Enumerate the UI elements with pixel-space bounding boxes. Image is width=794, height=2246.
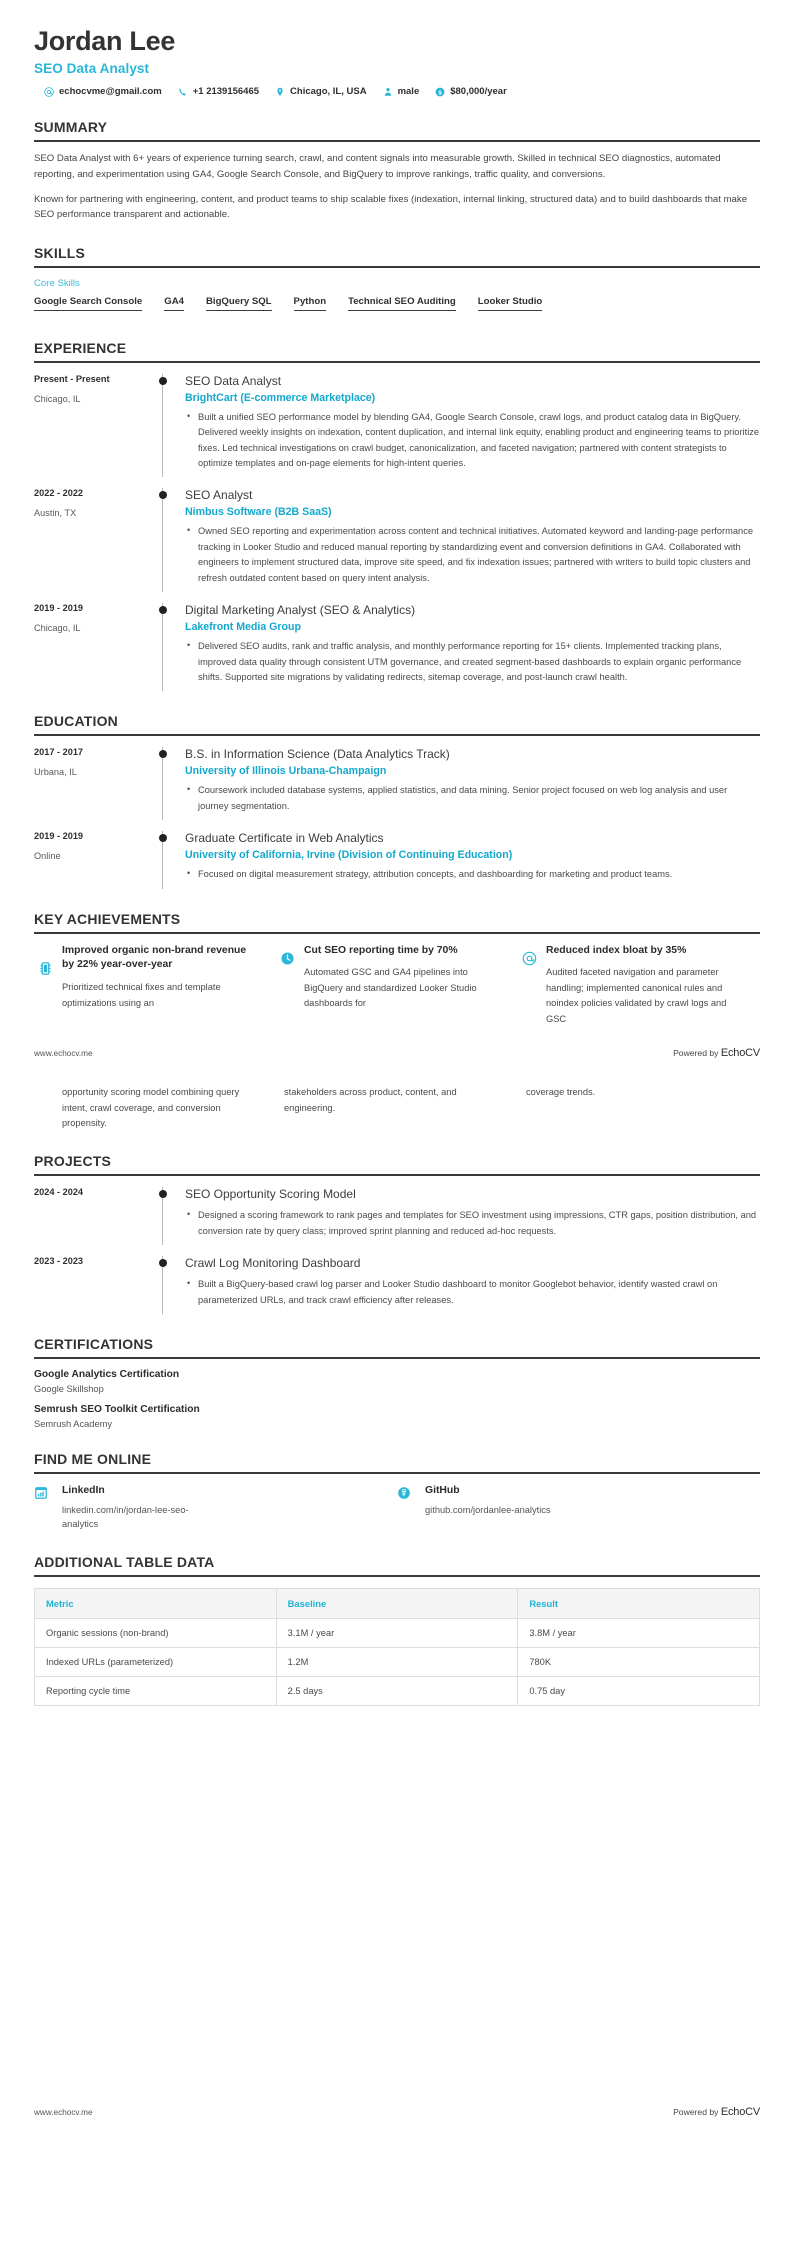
link-label: GitHub bbox=[425, 1485, 460, 1497]
footer-url: www.echocv.me bbox=[34, 2107, 93, 2117]
bullet-item: • Owned SEO reporting and experimentation across content and technical initiatives. Automated keyword and landing-page performance tracking in Looker Studio and reduced manual reporting by standardizing event and conversion definitions in GA4. Collaborated with engineers to implement structured data, improve site speed, and fix indexation issues; partnered with writers to build topic clusters and refresh outdated content based on query intent analysis. bbox=[198, 524, 760, 586]
timeline-dot-icon bbox=[159, 834, 167, 842]
entry-organization: Nimbus Software (B2B SaaS) bbox=[185, 506, 332, 519]
achievement-title: Reduced index bloat by 35% bbox=[546, 944, 687, 956]
contact-gender bbox=[383, 86, 420, 97]
achievement-body bbox=[546, 944, 742, 1027]
entry-body bbox=[162, 747, 760, 820]
github-icon bbox=[397, 1485, 417, 1532]
entry-location: Chicago, IL bbox=[34, 623, 81, 634]
entry-meta bbox=[34, 374, 162, 478]
entry-location: Chicago, IL bbox=[34, 393, 81, 404]
chip-icon bbox=[34, 958, 56, 980]
achievement-title: Improved organic non-brand revenue by 22% year-over-year bbox=[62, 944, 247, 971]
entry-bullets bbox=[185, 639, 760, 685]
job-title: SEO Data Analyst bbox=[34, 61, 150, 77]
email-icon bbox=[44, 87, 54, 97]
entry-bullets bbox=[185, 783, 760, 814]
bottom-page-footer bbox=[0, 2106, 794, 2118]
entry-meta bbox=[34, 747, 162, 820]
footer-powered-label: Powered by bbox=[673, 1048, 719, 1059]
education-entry bbox=[34, 820, 760, 888]
section-skills bbox=[34, 245, 760, 318]
entry-degree: B.S. in Information Science (Data Analytics Track) bbox=[185, 747, 450, 762]
project-entry bbox=[34, 1176, 760, 1245]
table-cell: Organic sessions (non-brand) bbox=[35, 1618, 277, 1647]
section-divider bbox=[34, 1472, 760, 1474]
skill-chip: BigQuery SQL bbox=[206, 296, 272, 311]
timeline-dot-icon bbox=[159, 606, 167, 614]
achievement-item bbox=[276, 944, 518, 1027]
achievement-text: Automated GSC and GA4 pipelines into BigQuery and standardized Looker Studio dashboards for bbox=[304, 967, 477, 1009]
section-key-achievements bbox=[34, 911, 760, 1027]
section-divider bbox=[34, 1575, 760, 1577]
link-item-linkedin[interactable] bbox=[34, 1485, 397, 1532]
page-trailing-space bbox=[34, 1706, 760, 2136]
bullet-item: • Coursework included database systems, applied statistics, and data mining. Senior project focused on web log analysis and user journey segmentation. bbox=[198, 783, 760, 814]
entry-bullets bbox=[185, 1208, 760, 1239]
section-certifications bbox=[34, 1336, 760, 1429]
section-title-skills: SKILLS bbox=[34, 244, 85, 261]
section-additional-table-data bbox=[34, 1554, 760, 1706]
certification-issuer: Google Skillshop bbox=[34, 1384, 104, 1395]
section-find-me-online bbox=[34, 1451, 760, 1532]
table-row bbox=[35, 1676, 760, 1705]
achievement-text-continued: stakeholders across product, content, and engineering. bbox=[284, 1087, 457, 1113]
contact-salary bbox=[435, 86, 507, 97]
contact-email[interactable] bbox=[44, 86, 162, 97]
entry-bullets bbox=[185, 867, 760, 882]
section-divider bbox=[34, 140, 760, 142]
entry-location: Urbana, IL bbox=[34, 767, 77, 778]
section-summary bbox=[34, 119, 760, 223]
entry-date: Present - Present bbox=[34, 373, 110, 384]
timeline-dot-icon bbox=[159, 1190, 167, 1198]
entry-organization: Lakefront Media Group bbox=[185, 621, 301, 634]
entry-date: 2017 - 2017 bbox=[34, 747, 84, 758]
entry-meta bbox=[34, 831, 162, 888]
table-column-header: Result bbox=[518, 1588, 760, 1618]
section-title-additional-table-data: ADDITIONAL TABLE DATA bbox=[34, 1553, 215, 1570]
entry-body bbox=[162, 831, 760, 888]
entry-body bbox=[162, 374, 760, 478]
section-title-key-achievements: KEY ACHIEVEMENTS bbox=[34, 910, 181, 927]
experience-entry bbox=[34, 477, 760, 592]
entry-bullets bbox=[185, 410, 760, 472]
achievement-text: Audited faceted navigation and parameter handling; implemented canonical rules and noindex policies validated by crawl logs and GSC bbox=[546, 967, 727, 1024]
clock-icon bbox=[276, 948, 298, 970]
certification-issuer: Semrush Academy bbox=[34, 1419, 113, 1430]
table-header-row bbox=[35, 1588, 760, 1618]
section-divider bbox=[34, 1357, 760, 1359]
entry-meta bbox=[34, 488, 162, 592]
table-cell: Indexed URLs (parameterized) bbox=[35, 1647, 277, 1676]
entry-meta bbox=[34, 1256, 162, 1314]
timeline-dot-icon bbox=[159, 377, 167, 385]
salary-icon bbox=[435, 87, 445, 97]
bullet-item: • Focused on digital measurement strategy, attribution concepts, and dashboarding for marketing and product teams. bbox=[198, 867, 760, 882]
achievement-text-continued: coverage trends. bbox=[526, 1087, 596, 1098]
page-title: Jordan Lee bbox=[34, 26, 176, 56]
achievement-continuation-column bbox=[34, 1085, 276, 1131]
link-item-github[interactable] bbox=[397, 1485, 760, 1532]
section-experience bbox=[34, 340, 760, 692]
achievement-continuation-column bbox=[518, 1085, 760, 1131]
entry-role: SEO Analyst bbox=[185, 488, 253, 503]
linkedin-icon bbox=[34, 1485, 54, 1532]
entry-date: 2024 - 2024 bbox=[34, 1187, 84, 1198]
entry-date: 2019 - 2019 bbox=[34, 831, 84, 842]
table-cell: Reporting cycle time bbox=[35, 1676, 277, 1705]
bullet-item: • Designed a scoring framework to rank pages and templates for SEO investment using impressions, CTR gaps, position distribution, and conversion rate by query class; improved sprint planning and reduced ad-hoc requests. bbox=[198, 1208, 760, 1239]
section-title-find-me-online: FIND ME ONLINE bbox=[34, 1451, 152, 1468]
entry-role: Digital Marketing Analyst (SEO & Analytics) bbox=[185, 603, 416, 618]
project-entry bbox=[34, 1245, 760, 1314]
skill-chip: Looker Studio bbox=[478, 296, 543, 311]
section-title-certifications: CERTIFICATIONS bbox=[34, 1336, 154, 1353]
contact-phone-value: +1 2139156465 bbox=[192, 86, 260, 98]
timeline-dot-icon bbox=[159, 491, 167, 499]
table-row bbox=[35, 1647, 760, 1676]
skill-chip: Technical SEO Auditing bbox=[348, 296, 456, 311]
skill-group-label: Core Skills bbox=[34, 277, 80, 289]
contact-salary-value: $80,000/year bbox=[450, 86, 507, 98]
section-divider bbox=[34, 266, 760, 268]
certification-name: Semrush SEO Toolkit Certification bbox=[34, 1404, 200, 1416]
skill-chip: Python bbox=[294, 296, 327, 311]
contact-gender-value: male bbox=[397, 86, 420, 98]
bullet-item: • Built a BigQuery-based crawl log parser and Looker Studio dashboard to monitor Googlebot behavior, identify wasted crawl on parameterized URLs, and track crawl efficiency after releases. bbox=[198, 1277, 760, 1308]
location-pin-icon bbox=[275, 87, 285, 97]
person-icon bbox=[383, 87, 393, 97]
section-projects bbox=[34, 1153, 760, 1314]
entry-bullets bbox=[185, 524, 760, 586]
skill-chip-list bbox=[34, 296, 760, 318]
contact-location-value: Chicago, IL, USA bbox=[290, 86, 367, 98]
achievement-continuation bbox=[34, 1085, 760, 1131]
footer-powered-by bbox=[673, 2106, 760, 2118]
project-name: SEO Opportunity Scoring Model bbox=[185, 1187, 356, 1202]
certification-item bbox=[34, 1369, 760, 1394]
footer-brand: EchoCV bbox=[720, 2105, 760, 2118]
section-title-summary: SUMMARY bbox=[34, 119, 108, 136]
achievement-body bbox=[304, 944, 500, 1012]
table-cell: 0.75 day bbox=[518, 1676, 760, 1705]
table-column-header: Metric bbox=[35, 1588, 277, 1618]
links-grid bbox=[34, 1485, 760, 1532]
contact-phone[interactable] bbox=[178, 86, 259, 97]
contact-location bbox=[275, 86, 367, 97]
table-cell: 1.2M bbox=[276, 1647, 518, 1676]
resume-header bbox=[34, 0, 760, 97]
achievement-grid bbox=[34, 944, 760, 1027]
achievement-continuation-column bbox=[276, 1085, 518, 1131]
entry-date: 2023 - 2023 bbox=[34, 1256, 84, 1267]
experience-entry bbox=[34, 363, 760, 478]
achievement-item bbox=[518, 944, 760, 1027]
at-sign-icon bbox=[518, 948, 540, 970]
table-cell: 2.5 days bbox=[276, 1676, 518, 1705]
entry-location: Online bbox=[34, 851, 61, 862]
section-education bbox=[34, 713, 760, 888]
table-column-header: Baseline bbox=[276, 1588, 518, 1618]
entry-body bbox=[162, 1187, 760, 1245]
footer-powered-label: Powered by bbox=[673, 2106, 719, 2117]
entry-degree: Graduate Certificate in Web Analytics bbox=[185, 831, 384, 846]
link-body bbox=[62, 1485, 212, 1532]
summary-paragraph: Known for partnering with engineering, content, and product teams to ship scalable fixes (indexation, internal linking, structured data) and to build dashboards that make SEO performance transparent and actionable. bbox=[34, 193, 748, 221]
link-label: LinkedIn bbox=[62, 1485, 105, 1497]
section-title-experience: EXPERIENCE bbox=[34, 339, 127, 356]
link-body bbox=[425, 1485, 551, 1532]
link-url[interactable]: github.com/jordanlee-analytics bbox=[425, 1505, 551, 1516]
achievement-body bbox=[62, 944, 258, 1011]
section-title-education: EDUCATION bbox=[34, 713, 118, 730]
skill-chip: GA4 bbox=[164, 296, 184, 311]
summary-paragraph: SEO Data Analyst with 6+ years of experience turning search, crawl, and content signals into measurable growth. Skilled in technical SEO diagnostics, automated reporting, and experimentation using GA4, Google Search Console, and BigQuery to improve rankings, traffic quality, and conversions. bbox=[34, 153, 721, 180]
entry-institution: University of Illinois Urbana-Champaign bbox=[185, 765, 387, 778]
bullet-item: • Built a unified SEO performance model by blending GA4, Google Search Console, crawl logs, and product catalog data in BigQuery. Delivered weekly insights on indexation, content duplication, and internal link equity, enabling product and engineering teams to prioritize fixes. Led technical investigations on crawl budget, canonicalization, and faceted navigation; partnered with content strategists to optimize templates and on-page elements for high-intent queries. bbox=[198, 410, 760, 472]
achievement-text-continued: opportunity scoring model combining query intent, crawl coverage, and conversion propensity. bbox=[62, 1087, 240, 1128]
entry-date: 2019 - 2019 bbox=[34, 603, 84, 614]
certification-name: Google Analytics Certification bbox=[34, 1369, 180, 1381]
entry-institution: University of California, Irvine (Division of Continuing Education) bbox=[185, 849, 513, 862]
entry-location: Austin, TX bbox=[34, 508, 77, 519]
entry-body bbox=[162, 603, 760, 691]
contact-row bbox=[34, 86, 760, 97]
contact-email-value: echocvme@gmail.com bbox=[59, 86, 162, 98]
entry-meta bbox=[34, 603, 162, 691]
certification-item bbox=[34, 1404, 760, 1429]
experience-entry bbox=[34, 592, 760, 691]
entry-organization: BrightCart (E-commerce Marketplace) bbox=[185, 391, 376, 404]
achievement-item bbox=[34, 944, 276, 1027]
entry-role: SEO Data Analyst bbox=[185, 373, 282, 388]
education-entry bbox=[34, 736, 760, 820]
timeline-dot-icon bbox=[159, 1259, 167, 1267]
entry-body bbox=[162, 1256, 760, 1314]
table-cell: 3.1M / year bbox=[276, 1618, 518, 1647]
project-name: Crawl Log Monitoring Dashboard bbox=[185, 1256, 361, 1271]
footer-powered-by bbox=[673, 1047, 760, 1059]
entry-meta bbox=[34, 1187, 162, 1245]
section-title-projects: PROJECTS bbox=[34, 1153, 112, 1170]
table-cell: 780K bbox=[518, 1647, 760, 1676]
bullet-item: • Delivered SEO audits, rank and traffic analysis, and monthly performance reporting for 15+ clients. Implemented tracking plans, improved data quality through consistent UTM governance, and created segment-based dashboards to explain organic performance shifts. Supported site migrations by validating redirects, sitemap coverage, and post-launch crawl health. bbox=[198, 639, 760, 685]
table-cell: 3.8M / year bbox=[518, 1618, 760, 1647]
achievement-title: Cut SEO reporting time by 70% bbox=[304, 944, 458, 956]
achievement-text: Prioritized technical fixes and template optimizations using an bbox=[62, 982, 221, 1008]
footer-brand: EchoCV bbox=[720, 1047, 760, 1060]
table-row bbox=[35, 1618, 760, 1647]
entry-bullets bbox=[185, 1277, 760, 1308]
section-divider bbox=[34, 932, 760, 934]
svg-text:$: $ bbox=[438, 89, 442, 96]
phone-icon bbox=[178, 87, 188, 97]
link-url[interactable]: linkedin.com/in/jordan-lee-seo-analytics bbox=[62, 1505, 189, 1530]
page-footer bbox=[0, 1047, 794, 1059]
entry-date: 2022 - 2022 bbox=[34, 488, 84, 499]
entry-body bbox=[162, 488, 760, 592]
timeline-dot-icon bbox=[159, 750, 167, 758]
skill-chip: Google Search Console bbox=[34, 296, 142, 311]
footer-url: www.echocv.me bbox=[34, 1049, 93, 1059]
additional-data-table bbox=[34, 1588, 760, 1706]
